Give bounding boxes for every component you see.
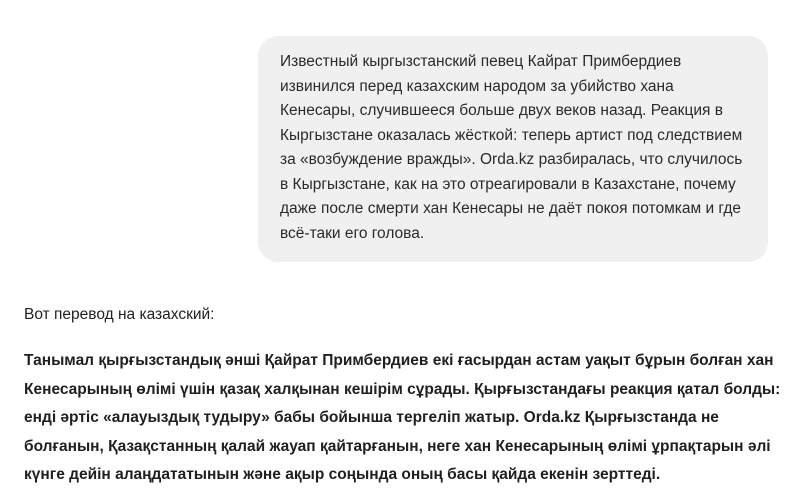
assistant-message xyxy=(24,303,784,490)
user-message-bubble xyxy=(258,36,768,262)
assistant-intro-text[interactable]: Вот перевод на казахский: xyxy=(24,306,215,323)
user-message-text[interactable]: Известный кыргызстанский певец Кайрат Примбердиев извинился перед казахским народом за убийство хана Кенесары, случившееся больше двух веков назад. Реакция в Кыргызстане оказалась жёсткой: теперь артист под следствием за «возбуждение вражды». Orda.kz разбиралась, что случилось в Кыргызстане, как на это отреагировали в Казахстане, почему даже после смерти хан Кенесары не даёт покоя потомкам и где всё-таки его голова. xyxy=(280,53,743,242)
assistant-translation-text[interactable]: Танымал қырғызстандық әнші Қайрат Примбердиев екі ғасырдан астам уақыт бұрын болған хан Кенесарының өлімі үшін қазақ халқынан кешірім сұрады. Қырғызстандағы реакция қатал болды: енді әртіс «алауыздық тудыру» бабы бойынша тергеліп жатыр. Orda.kz Қырғызстанда не болғанын, Қазақстанның қалай жауап қайтарғанын, неге хан Кенесарының өлімі ұрпақтарын әлі күнге дейін алаңдататынын және ақыр соңында оның басы қайда екенін зерттеді. xyxy=(24,352,781,483)
